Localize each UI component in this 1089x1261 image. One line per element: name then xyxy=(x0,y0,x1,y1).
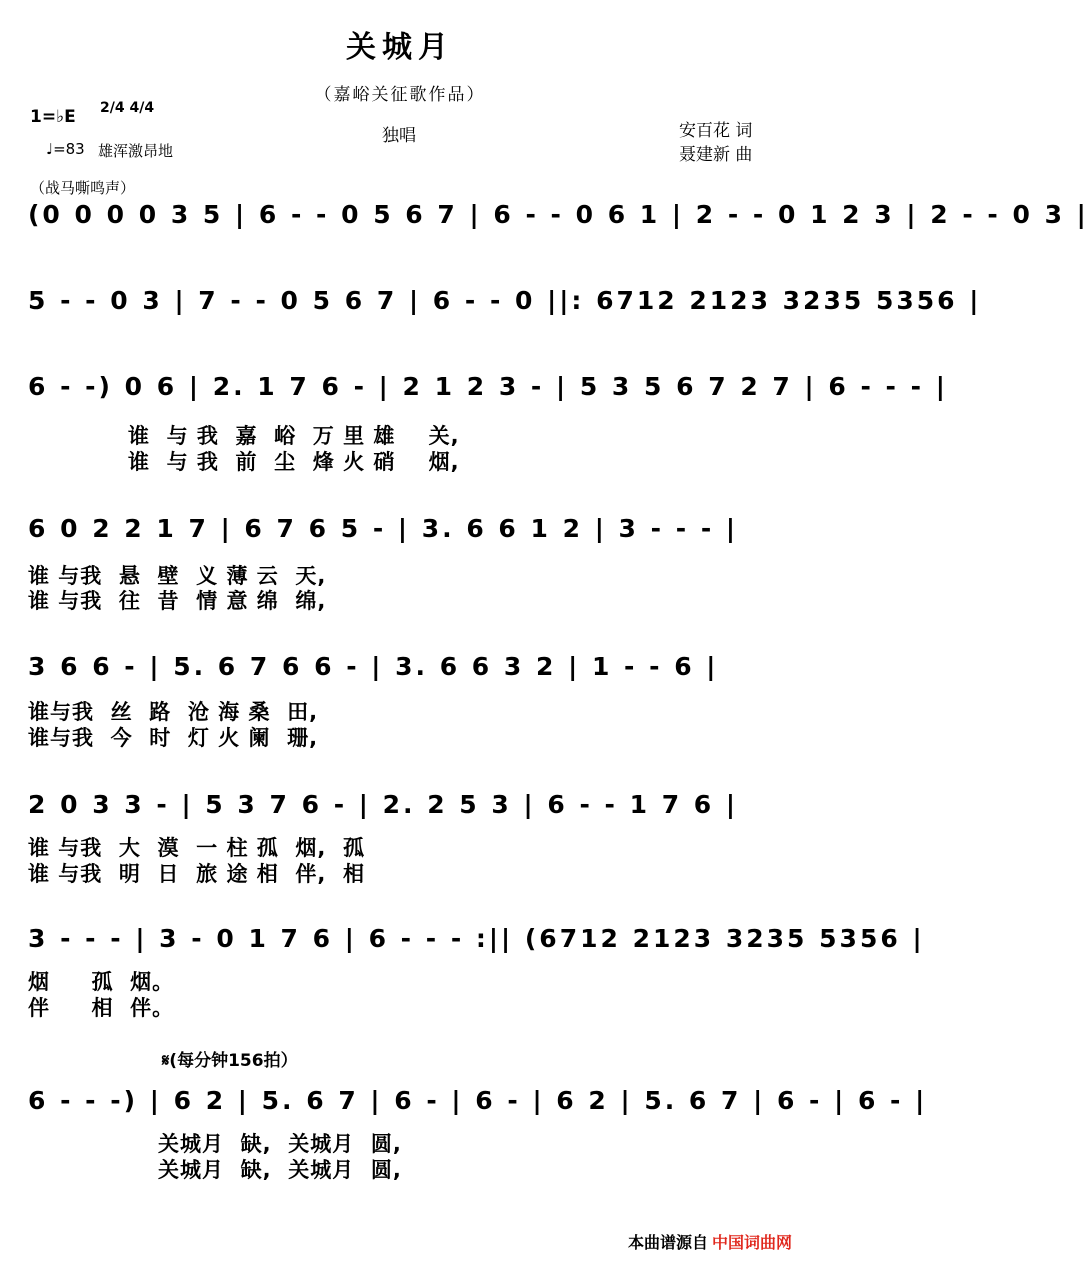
composer: 聂建新 曲 xyxy=(679,145,753,165)
lyric-line-7-verse-1: 烟 孤 烟。 xyxy=(28,970,175,994)
tempo-change-note: 𝄋(每分钟156拍） xyxy=(162,1051,298,1071)
score-line-2: 5 - - 0 3 | 7 - - 0 5 6 7 | 6 - - 0 ||: 6712 2123 3235 5356 | xyxy=(28,286,982,315)
score-line-1: (0 0 0 0 3 5 | 6 - - 0 5 6 7 | 6 - - 0 6 1 | 2 - - 0 1 2 3 | 2 - - 0 3 | xyxy=(28,200,1089,229)
lyric-line-5-verse-2: 谁与我 今 时 灯 火 阑 珊, xyxy=(28,726,319,750)
score-line-8: 6 - - -) | 6 2 | 5. 6 7 | 6 - | 6 - | 6 2 | 5. 6 7 | 6 - | 6 - | xyxy=(28,1086,928,1115)
lyricist: 安百花 词 xyxy=(679,121,753,141)
key-signature: 1=♭E xyxy=(30,107,76,127)
lyric-line-8-verse-2: 关城月 缺, 关城月 圆, xyxy=(158,1158,402,1182)
lyric-line-7-verse-2: 伴 相 伴。 xyxy=(28,996,175,1020)
subtitle: （嘉峪关征歌作品） xyxy=(314,85,486,105)
lyric-line-6-verse-1: 谁 与我 大 漠 一 柱 孤 烟, 孤 xyxy=(28,836,366,860)
score-line-4: 6 0 2 2 1 7 | 6 7 6 5 - | 3. 6 6 1 2 | 3 - - - | xyxy=(28,514,739,543)
performance-type: 独唱 xyxy=(382,126,416,146)
lyric-line-4-verse-2: 谁 与我 往 昔 情 意 绵 绵, xyxy=(28,589,327,613)
source-label: 本曲谱源自 xyxy=(627,1233,708,1252)
score-line-7: 3 - - - | 3 - 0 1 7 6 | 6 - - - :|| (6712 2123 3235 5356 | xyxy=(28,924,925,953)
mood-mark: 雄浑激昂地 xyxy=(98,142,174,160)
tempo-mark: ♩=83 xyxy=(46,140,85,158)
score-line-5: 3 6 6 - | 5. 6 7 6 6 - | 3. 6 6 3 2 | 1 - - 6 | xyxy=(28,652,719,681)
time-signature: 2/4 4/4 xyxy=(100,100,155,116)
lyric-line-6-verse-2: 谁 与我 明 日 旅 途 相 伴, 相 xyxy=(28,862,366,886)
lyric-line-3-verse-2: 谁 与 我 前 尘 烽 火 硝 烟, xyxy=(128,450,460,474)
lyric-line-8-verse-1: 关城月 缺, 关城月 圆, xyxy=(158,1132,402,1156)
lyric-line-5-verse-1: 谁与我 丝 路 沧 海 桑 田, xyxy=(28,700,319,724)
score-line-6: 2 0 3 3 - | 5 3 7 6 - | 2. 2 5 3 | 6 - - 1 7 6 | xyxy=(28,790,739,819)
site-link[interactable]: 中国词曲网 xyxy=(711,1233,792,1252)
page-title: 关城月 xyxy=(346,30,454,65)
score-line-3: 6 - -) 0 6 | 2. 1 7 6 - | 2 1 2 3 - | 5 3 5 6 7 2 7 | 6 - - - | xyxy=(28,372,948,401)
lyric-line-4-verse-1: 谁 与我 悬 壁 义 薄 云 天, xyxy=(28,564,327,588)
intro-note: （战马嘶鸣声） xyxy=(30,179,136,197)
lyric-line-3-verse-1: 谁 与 我 嘉 峪 万 里 雄 关, xyxy=(128,424,460,448)
